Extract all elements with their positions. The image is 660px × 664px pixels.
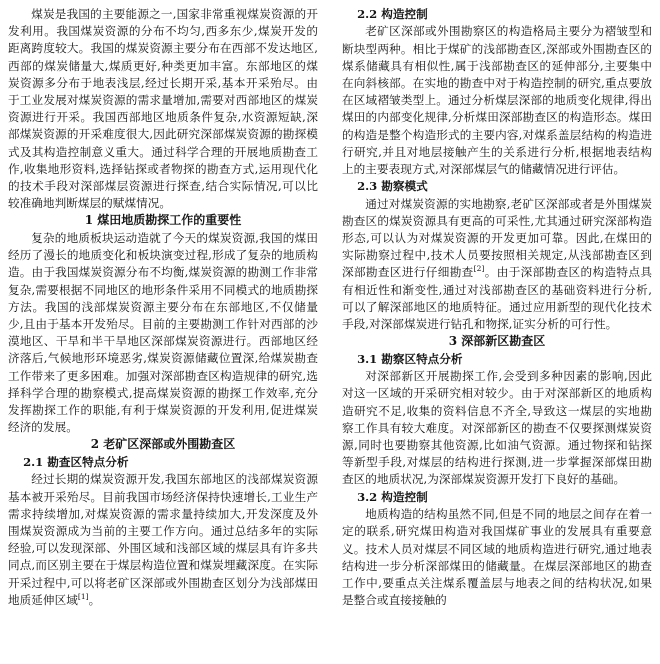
section1-heading: 1 煤田地质勘探工作的重要性	[84, 213, 242, 228]
citation-2: [2]	[473, 264, 485, 274]
section2-3-heading: 2.3 勘察模式	[357, 179, 428, 194]
section2-1-heading: 2.1 勘查区特点分析	[23, 455, 129, 470]
section3-2-paragraph: 地质构造的结构虽然不同,但是不同的地层之间存在着一定的联系,研究煤田构造对我国煤矿事业的发展具有重要意义。技术人员对煤层不同区域的地质构造进行研究,通过地表结构进一步分析深部煤田的储藏量。在煤层深部地区的勘查工作中,要重点关注煤系覆盖层与地表之间的结构状况,如果是整合或直接接触的	[342, 507, 652, 608]
section2-3-text-a: 通过对煤炭资源的实地勘察,老矿区深部或者是外围煤炭勘查区的煤炭资源具有更高的可采性,尤其通过研究深部构造形态,可以认为对煤炭资源的开发更加可靠。因此,在煤田的实际勘察过程中,技术人员要按照相关规定,从浅部勘查区到深部勘查区进行仔细勘查	[342, 196, 652, 280]
left-column	[8, 6, 318, 609]
section1-paragraph: 复杂的地质板块运动造就了今天的煤炭资源,我国的煤田经历了漫长的地质变化和板块演变过程,形成了复杂的地质构造。由于我国煤炭资源分布不均衡,煤炭资源的勘测工作非常复杂,需要根据不同地区的地形条件采用不同模式的地质勘探方法。我国的浅部煤炭资源主要分布在东部地区,不仅储量少,且由于基本开发殆尽。目前的主要勘测工作针对西部的沙漠地区、干旱和半干旱地区深部煤炭资源进行。西部地区经济落后,气候地形环境恶劣,煤炭资源储藏位置深,给煤炭勘查工作带来了更多困难。加强对深部勘查区构造规律的研究,选择科学合理的勘察模式,提高煤炭资源的勘探工作效率,充分发挥勘探工作的职能,有利于煤炭资源的开发利用,促进煤炭经济的发展。	[8, 231, 318, 435]
section2-2-heading: 2.2 构造控制	[357, 7, 428, 21]
section3-2-heading: 3.2 构造控制	[357, 489, 428, 504]
section2-1-end: 。	[88, 592, 101, 607]
section3-1-heading: 3.1 勘察区特点分析	[357, 351, 463, 366]
section2-heading: 2 老矿区深部或外围勘查区	[90, 437, 236, 452]
citation-1: [1]	[77, 592, 89, 602]
section3-1-paragraph: 对深部新区开展勘探工作,会受到多种因素的影响,因此对这一区域的开采研究相对较少。由于对深部新区的地质构造研究不足,收集的资料信息不齐全,导致这一煤层的实地勘察工作具有较大难度。对深部新区的勘查不仅要探测煤炭资源,同时也要勘察其他资源,比如油气资源。通过物探和钻探等新型手段,对煤层的结构进行探测,进一步掌握深部煤田勘查区的地质状况,为深部煤炭资源开发打下良好的基础。	[342, 369, 652, 487]
section2-3-text-b: 。由于深部勘查区的构造特点具有相近性和渐变性,通过对浅部勘查区的基础资料进行分析,可以了解深部地区的地质特征。通过应用新型的现代化技术手段,对深部煤炭进行钻孔和物探,证实分析的可行性。	[342, 265, 652, 332]
section2-1-text: 经过长期的煤炭资源开发,我国东部地区的浅部煤炭资源基本被开采殆尽。目前我国市场经济保持快速增长,工业生产需求持续增加,对煤炭资源的需求量持续加大,开发深度及外围煤炭资源成为当前的主要工作方向。通过总结多年的实际经验,可以发现深部、外围区域和浅部区域的煤层具有许多共同点,而区别主要在于煤层构造位置和煤炭埋藏深度。在实际开采过程中,可以将老矿区深部或外围勘查区划分为浅部煤田地质延伸区域	[8, 472, 318, 607]
section2-3-paragraph	[342, 196, 652, 334]
intro-paragraph: 煤炭是我国的主要能源之一,国家非常重视煤炭资源的开发利用。我国煤炭资源的分布不均匀,西多东少,煤炭开发的距离跨度较大。我国的煤炭资源主要分布在西部不发达地区,西部的煤炭储量大,煤质更好,种类更加丰富。东部地区的煤炭资源多分布于地表浅层,经过长期开采,基本开采殆尽。由于工业发展对煤炭资源的需求量增加,需要对西部地区的煤炭资源进行开采。我国西部地区地质条件复杂,水资源短缺,深部煤炭资源的开采难度很大,因此研究深部煤炭资源的勘探模式及其构造控制意义重大。通过科学合理的开展地质勘查工作,收集地形资料,选择钻探或者物探的勘查方式,运用现代化的技术手段对深部煤层资源进行探查,结合实际情况,可以比较准确地判断煤层的赋煤情况。	[8, 7, 318, 211]
section2-1-paragraph	[8, 471, 318, 609]
section3-heading: 3 深部新区勘查区	[448, 334, 546, 349]
section2-2-paragraph: 老矿区深部或外围勘察区的构造格局主要分为褶皱型和断块型两种。相比于煤矿的浅部勘查区,深部或外围勘查区的煤系储藏具有相似性,属于浅部勘查区的延伸部分,主要集中在向斜核部。在实地的勘查中对于构造控制的研究,重点要放在区域褶皱类型上。通过分析煤层深部的地质变化规律,得出煤田的内部变化规律,分析煤田深部勘查区的构造形态。煤田的构造是整个构造形式的主要内容,对煤系盖层结构的构造进行研究,并且对地层接触产生的关系进行分析,根据地表结构上的主要表现方式,对深部煤层气的储藏情况进行评估。	[342, 24, 652, 177]
right-column	[342, 6, 652, 609]
